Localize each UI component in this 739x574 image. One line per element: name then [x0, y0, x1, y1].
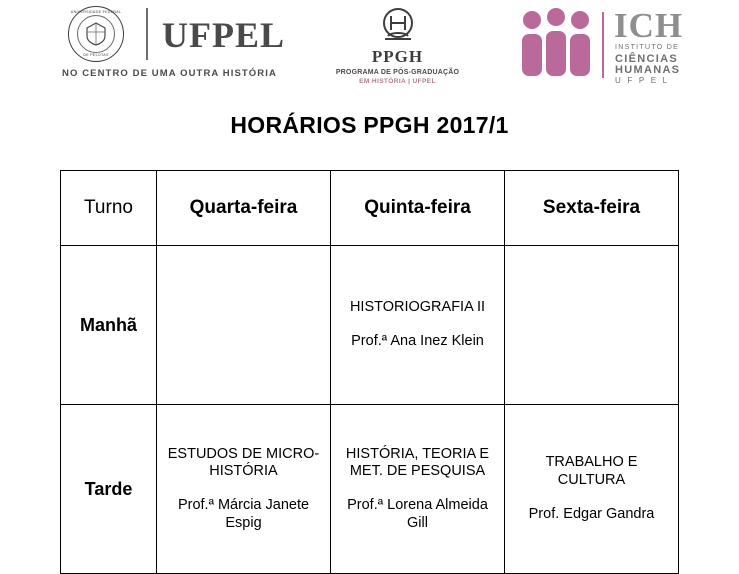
cell-tarde-friday — [505, 405, 679, 574]
row-label-manha: Manhã — [61, 246, 157, 405]
ufpel-seal-inner — [77, 15, 115, 53]
ufpel-tagline: NO CENTRO DE UMA OUTRA HISTÓRIA — [62, 68, 277, 79]
ufpel-crest-icon — [83, 21, 109, 47]
ufpel-divider — [146, 8, 148, 60]
ufpel-seal-bottom-text: DE PELOTAS — [83, 53, 109, 57]
table-body — [61, 246, 679, 574]
ppgh-logo — [330, 6, 465, 92]
course-name: HISTÓRIA, TEORIA E MET. DE PESQUISA — [345, 445, 490, 480]
cell-tarde-wednesday — [157, 405, 331, 574]
table-row — [61, 405, 679, 574]
ufpel-logo — [62, 6, 292, 90]
cell-tarde-thursday — [331, 405, 505, 574]
professor-name: Prof.ª Lorena Almeida Gill — [347, 497, 488, 531]
column-header-wednesday: Quarta-feira — [157, 171, 331, 246]
ich-line4: U F P E L — [615, 76, 670, 85]
ufpel-wordmark: UFPEL — [162, 15, 286, 55]
course-name: HISTORIOGRAFIA II — [349, 299, 486, 316]
ich-figures-icon — [518, 8, 594, 80]
ppgh-wordmark: PPGH — [371, 47, 424, 66]
table-header-row — [61, 171, 679, 246]
ufpel-seal-top-text: UNIVERSIDADE FEDERAL — [70, 10, 122, 14]
course-name: ESTUDOS DE MICRO-HISTÓRIA — [167, 445, 320, 480]
ich-wordmark: ICH — [614, 6, 684, 45]
page-title: HORÁRIOS PPGH 2017/1 — [230, 112, 509, 138]
table-row — [61, 246, 679, 405]
logo-header — [0, 0, 739, 100]
cell-manha-friday — [505, 246, 679, 405]
ufpel-seal-icon — [68, 6, 124, 62]
ich-divider — [602, 12, 604, 78]
row-label-tarde: Tarde — [61, 405, 157, 574]
ich-line3: HUMANAS — [615, 64, 681, 76]
column-header-turno: Turno — [61, 171, 157, 246]
column-header-thursday: Quinta-feira — [331, 171, 505, 246]
ppgh-subtitle-line1: PROGRAMA DE PÓS-GRADUAÇÃO — [335, 69, 460, 76]
professor-name: Prof.ª Ana Inez Klein — [351, 333, 484, 349]
cell-manha-thursday — [331, 246, 505, 405]
ich-logo — [518, 4, 693, 90]
cell-manha-wednesday — [157, 246, 331, 405]
ppgh-subtitle-line2: EM HISTÓRIA | UFPEL — [359, 78, 436, 85]
schedule-table — [60, 170, 679, 574]
table-header — [61, 171, 679, 246]
ppgh-symbol-icon — [377, 6, 419, 46]
column-header-friday: Sexta-feira — [505, 171, 679, 246]
ich-line2: CIÊNCIAS — [615, 53, 678, 65]
professor-name: Prof.ª Márcia Janete Espig — [177, 497, 310, 531]
professor-name: Prof. Edgar Gandra — [528, 505, 655, 522]
ich-line1: INSTITUTO DE — [615, 44, 680, 51]
course-name: TRABALHO E CULTURA — [545, 454, 638, 489]
